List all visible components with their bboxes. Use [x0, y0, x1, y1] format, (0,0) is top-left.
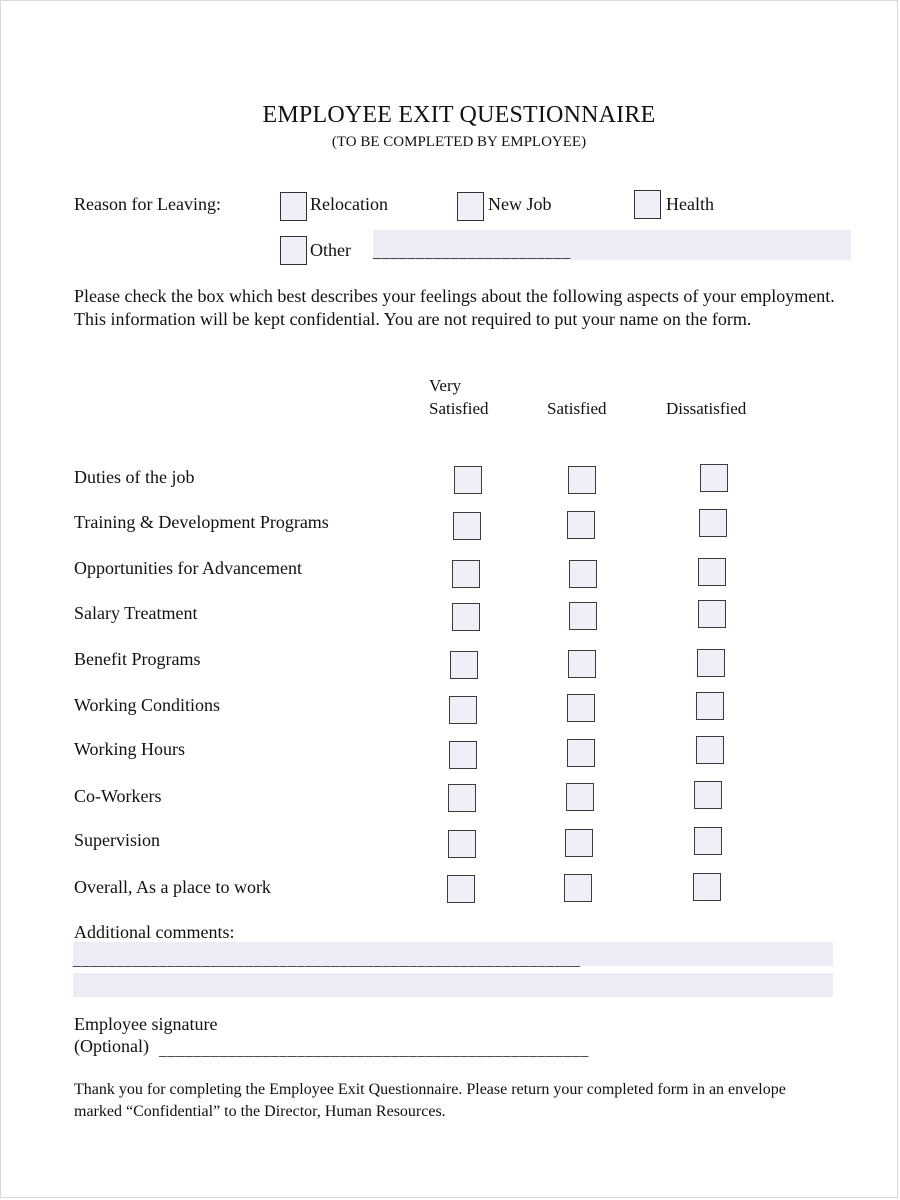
reason-health-checkbox[interactable] [634, 190, 661, 219]
rating-checkbox-satisfied[interactable] [568, 650, 596, 678]
reason-new-job-checkbox[interactable] [457, 192, 484, 221]
form-subtitle: (TO BE COMPLETED BY EMPLOYEE) [331, 134, 587, 150]
form-title: EMPLOYEE EXIT QUESTIONNAIRE [262, 102, 656, 128]
rating-checkbox-dissatisfied[interactable] [697, 649, 725, 677]
comments-label: Additional comments: [74, 922, 235, 942]
rating-checkbox-satisfied[interactable] [564, 874, 592, 902]
aspect-label: Working Hours [74, 739, 186, 759]
signature-line[interactable]: __________________________________________________ [159, 1042, 589, 1059]
rating-checkbox-satisfied[interactable] [565, 829, 593, 857]
column-very-label: Very [429, 376, 462, 395]
rating-checkbox-satisfied[interactable] [567, 694, 595, 722]
rating-checkbox-dissatisfied[interactable] [694, 781, 722, 809]
rating-checkbox-dissatisfied[interactable] [700, 464, 728, 492]
reason-new-job-label: New Job [488, 194, 552, 214]
rating-checkbox-very-satisfied[interactable] [453, 512, 481, 540]
rating-checkbox-very-satisfied[interactable] [454, 466, 482, 494]
rating-checkbox-satisfied[interactable] [567, 511, 595, 539]
instructions-text: Please check the box which best describes your feelings about the following aspects of your employment. This information will be kept confidential. You are not required to put your name on the form. [74, 286, 835, 329]
signature-optional-label: (Optional) [74, 1036, 149, 1056]
column-satisfied-label: Satisfied [547, 399, 607, 418]
rating-checkbox-satisfied[interactable] [566, 783, 594, 811]
signature-label: Employee signature [74, 1014, 218, 1034]
rating-checkbox-satisfied[interactable] [567, 739, 595, 767]
rating-checkbox-very-satisfied[interactable] [448, 784, 476, 812]
aspect-label: Working Conditions [74, 695, 221, 715]
reason-other-line: _______________________ [373, 244, 571, 261]
aspect-label: Duties of the job [74, 467, 195, 487]
comments-line: ___________________________________________________________ [73, 952, 581, 969]
aspect-label: Supervision [74, 830, 161, 850]
rating-checkbox-very-satisfied[interactable] [447, 875, 475, 903]
closing-text: Thank you for completing the Employee Exit Questionnaire. Please return your completed form in an envelope marked “Confidential” to the Director, Human Resources. [74, 1081, 786, 1120]
rating-checkbox-dissatisfied[interactable] [694, 827, 722, 855]
rating-checkbox-dissatisfied[interactable] [699, 509, 727, 537]
rating-checkbox-dissatisfied[interactable] [696, 736, 724, 764]
aspect-label: Salary Treatment [74, 603, 198, 623]
aspect-label: Opportunities for Advancement [74, 558, 302, 578]
rating-checkbox-very-satisfied[interactable] [449, 696, 477, 724]
rating-checkbox-satisfied[interactable] [568, 466, 596, 494]
rating-checkbox-dissatisfied[interactable] [693, 873, 721, 901]
rating-checkbox-very-satisfied[interactable] [452, 603, 480, 631]
column-very-satisfied-label: Satisfied [429, 399, 489, 418]
aspect-label: Overall, As a place to work [74, 877, 271, 897]
reason-relocation-label: Relocation [310, 194, 388, 214]
column-dissatisfied-label: Dissatisfied [666, 399, 747, 418]
rating-checkbox-very-satisfied[interactable] [448, 830, 476, 858]
rating-checkbox-very-satisfied[interactable] [450, 651, 478, 679]
aspect-label: Benefit Programs [74, 649, 201, 669]
aspect-label: Training & Development Programs [74, 512, 329, 532]
reason-relocation-checkbox[interactable] [280, 192, 307, 221]
aspect-label: Co-Workers [74, 786, 162, 806]
reason-other-checkbox[interactable] [280, 236, 307, 265]
rating-checkbox-satisfied[interactable] [569, 560, 597, 588]
reason-other-label: Other [310, 240, 351, 260]
rating-checkbox-very-satisfied[interactable] [449, 741, 477, 769]
reason-label: Reason for Leaving: [74, 194, 221, 214]
rating-checkbox-dissatisfied[interactable] [696, 692, 724, 720]
comments-input-line-2[interactable] [73, 973, 833, 997]
rating-checkbox-satisfied[interactable] [569, 602, 597, 630]
rating-checkbox-very-satisfied[interactable] [452, 560, 480, 588]
rating-checkbox-dissatisfied[interactable] [698, 558, 726, 586]
rating-checkbox-dissatisfied[interactable] [698, 600, 726, 628]
reason-health-label: Health [666, 194, 714, 214]
